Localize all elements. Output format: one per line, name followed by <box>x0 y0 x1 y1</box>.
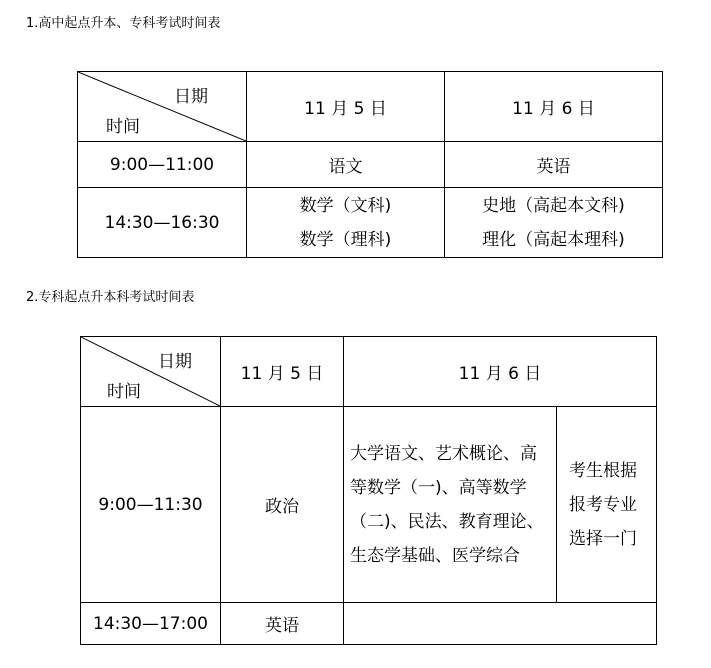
note-line: 报考专业 <box>569 494 637 515</box>
time-cell: 9:00—11:00 <box>78 142 247 188</box>
note-line: 考生根据 <box>569 460 637 481</box>
subject-line: 等数学（一)、高等数学 <box>350 477 527 498</box>
diagonal-line <box>81 337 220 406</box>
time-cell: 9:00—11:30 <box>81 407 221 603</box>
subject-line: （二)、民法、教育理论、 <box>350 511 544 532</box>
subject-cell: 英语 <box>445 142 663 188</box>
schedule-table-1 <box>77 71 663 258</box>
subject-line: 史地（高起本文科) <box>482 195 625 216</box>
subject-cell <box>445 188 663 258</box>
schedule-table-2 <box>80 336 657 645</box>
date-header-2: 11 月 6 日 <box>344 337 657 407</box>
subject-line: 数学（文科) <box>299 195 392 216</box>
corner-date-label: 日期 <box>158 352 192 372</box>
diagonal-line <box>78 72 246 141</box>
note-cell <box>557 407 657 603</box>
corner-header-cell <box>78 72 247 142</box>
date-header-1: 11 月 5 日 <box>221 337 344 407</box>
date-header-2: 11 月 6 日 <box>445 72 663 142</box>
subject-cell <box>247 188 445 258</box>
subject-line: 理化（高起本理科) <box>482 229 625 250</box>
subject-cell: 语文 <box>247 142 445 188</box>
time-cell: 14:30—16:30 <box>78 188 247 258</box>
subject-cell: 政治 <box>221 407 344 603</box>
corner-header-cell <box>81 337 221 407</box>
corner-date-label: 日期 <box>174 87 208 107</box>
subject-list-cell <box>344 407 557 603</box>
subject-line: 生态学基础、医学综合 <box>350 545 520 566</box>
corner-time-label: 时间 <box>107 382 141 402</box>
empty-cell <box>344 603 657 645</box>
section2-heading: 2.专科起点升本科考试时间表 <box>26 290 195 305</box>
subject-cell: 英语 <box>221 603 344 645</box>
subject-line: 大学语文、艺术概论、高 <box>350 443 537 464</box>
section1-heading: 1.高中起点升本、专科考试时间表 <box>26 16 221 31</box>
note-line: 选择一门 <box>569 528 637 549</box>
date-header-1: 11 月 5 日 <box>247 72 445 142</box>
corner-time-label: 时间 <box>106 117 140 137</box>
time-cell: 14:30—17:00 <box>81 603 221 645</box>
subject-line: 数学（理科) <box>299 229 392 250</box>
